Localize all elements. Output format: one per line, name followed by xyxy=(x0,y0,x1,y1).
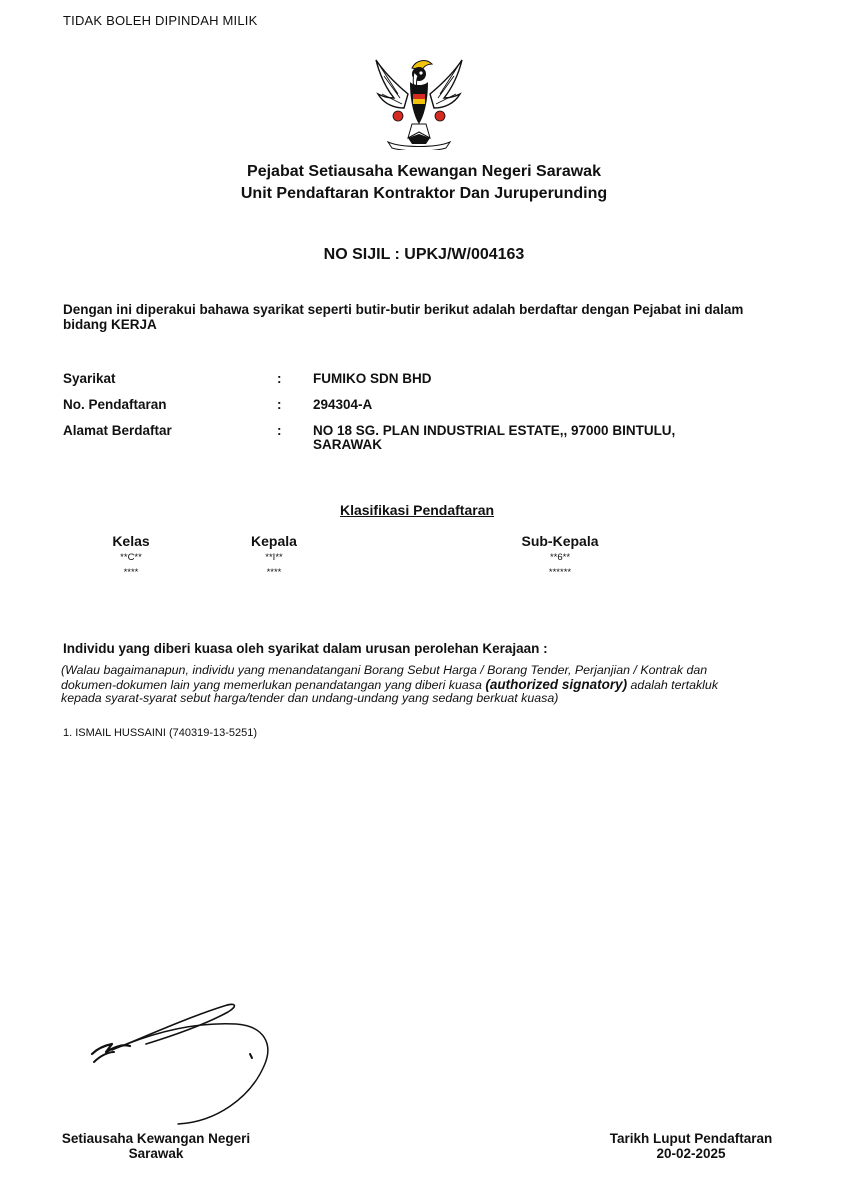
column-value: **I** xyxy=(265,552,283,563)
classification-column-kelas xyxy=(81,533,181,580)
company-name-value: FUMIKO SDN BHD xyxy=(313,371,432,386)
sarawak-coat-of-arms xyxy=(372,54,466,150)
certificate-number: NO SIJIL : UPKJ/W/004163 xyxy=(323,246,525,263)
certification-statement: Dengan ini diperakui bahawa syarikat seperti butir-butir berikut adalah berdaftar dengan Pejabat ini dalam bidang KERJA xyxy=(63,302,744,332)
registration-number-value: 294304-A xyxy=(313,397,373,412)
column-value: **6** xyxy=(549,552,571,563)
authorized-signatory-note xyxy=(61,664,761,706)
signatory-line: Sarawak xyxy=(128,1146,184,1161)
registered-address-label: Alamat Berdaftar xyxy=(63,423,172,438)
classification-title xyxy=(0,502,834,518)
registration-number-row xyxy=(63,398,763,414)
note-text: (Walau bagaimanapun, individu yang menandatangani Borang Sebut Harga / Borang Tender, Perjanjian / Kontrak dan dokumen-dokumen lain yang memerlukan penandatangan yang diberi kuasa xyxy=(61,663,708,692)
authorized-individuals-title: Individu yang diberi kuasa oleh syarikat dalam urusan perolehan Kerajaan : xyxy=(63,641,548,656)
separator: : xyxy=(277,423,282,438)
issuing-office xyxy=(0,161,848,205)
classification-title-text: Klasifikasi Pendaftaran xyxy=(339,502,495,518)
separator: : xyxy=(277,397,282,412)
column-value: **** xyxy=(266,567,282,578)
note-emphasis: (authorized signatory) xyxy=(485,676,628,692)
unit-name: Unit Pendaftaran Kontraktor Dan Juruperunding xyxy=(240,185,608,202)
expiry-block xyxy=(596,1131,786,1161)
column-header: Kelas xyxy=(112,533,150,549)
separator: : xyxy=(277,371,282,386)
registered-address-value: NO 18 SG. PLAN INDUSTRIAL ESTATE,, 97000 BINTULU, SARAWAK xyxy=(313,423,676,452)
column-header: Kepala xyxy=(251,533,297,549)
company-name-label: Syarikat xyxy=(63,371,116,386)
column-header: Sub-Kepala xyxy=(521,533,599,549)
expiry-date: 20-02-2025 xyxy=(656,1146,726,1161)
note-text: adalah tertakluk kepada syarat-syarat sebut harga/tender dan undang-undang yang sedang berkuat kuasa) xyxy=(61,677,719,705)
signatory-line: Setiausaha Kewangan Negeri xyxy=(61,1131,251,1146)
registered-address-row xyxy=(63,424,763,454)
signatory-title xyxy=(55,1131,257,1161)
authorized-person: 1. ISMAIL HUSSAINI (740319-13-5251) xyxy=(63,727,258,739)
classification-column-sub-kepala xyxy=(490,533,630,580)
classification-column-kepala xyxy=(224,533,324,580)
company-name-row xyxy=(63,372,763,388)
column-value: ****** xyxy=(548,567,572,578)
handwritten-signature xyxy=(86,992,286,1132)
column-value: **** xyxy=(123,567,139,578)
non-transferable-notice: TIDAK BOLEH DIPINDAH MILIK xyxy=(63,13,258,28)
expiry-label: Tarikh Luput Pendaftaran xyxy=(609,1131,773,1146)
column-value: **C** xyxy=(120,552,142,563)
office-name: Pejabat Setiausaha Kewangan Negeri Sarawak xyxy=(247,163,601,180)
registration-number-label: No. Pendaftaran xyxy=(63,397,167,412)
